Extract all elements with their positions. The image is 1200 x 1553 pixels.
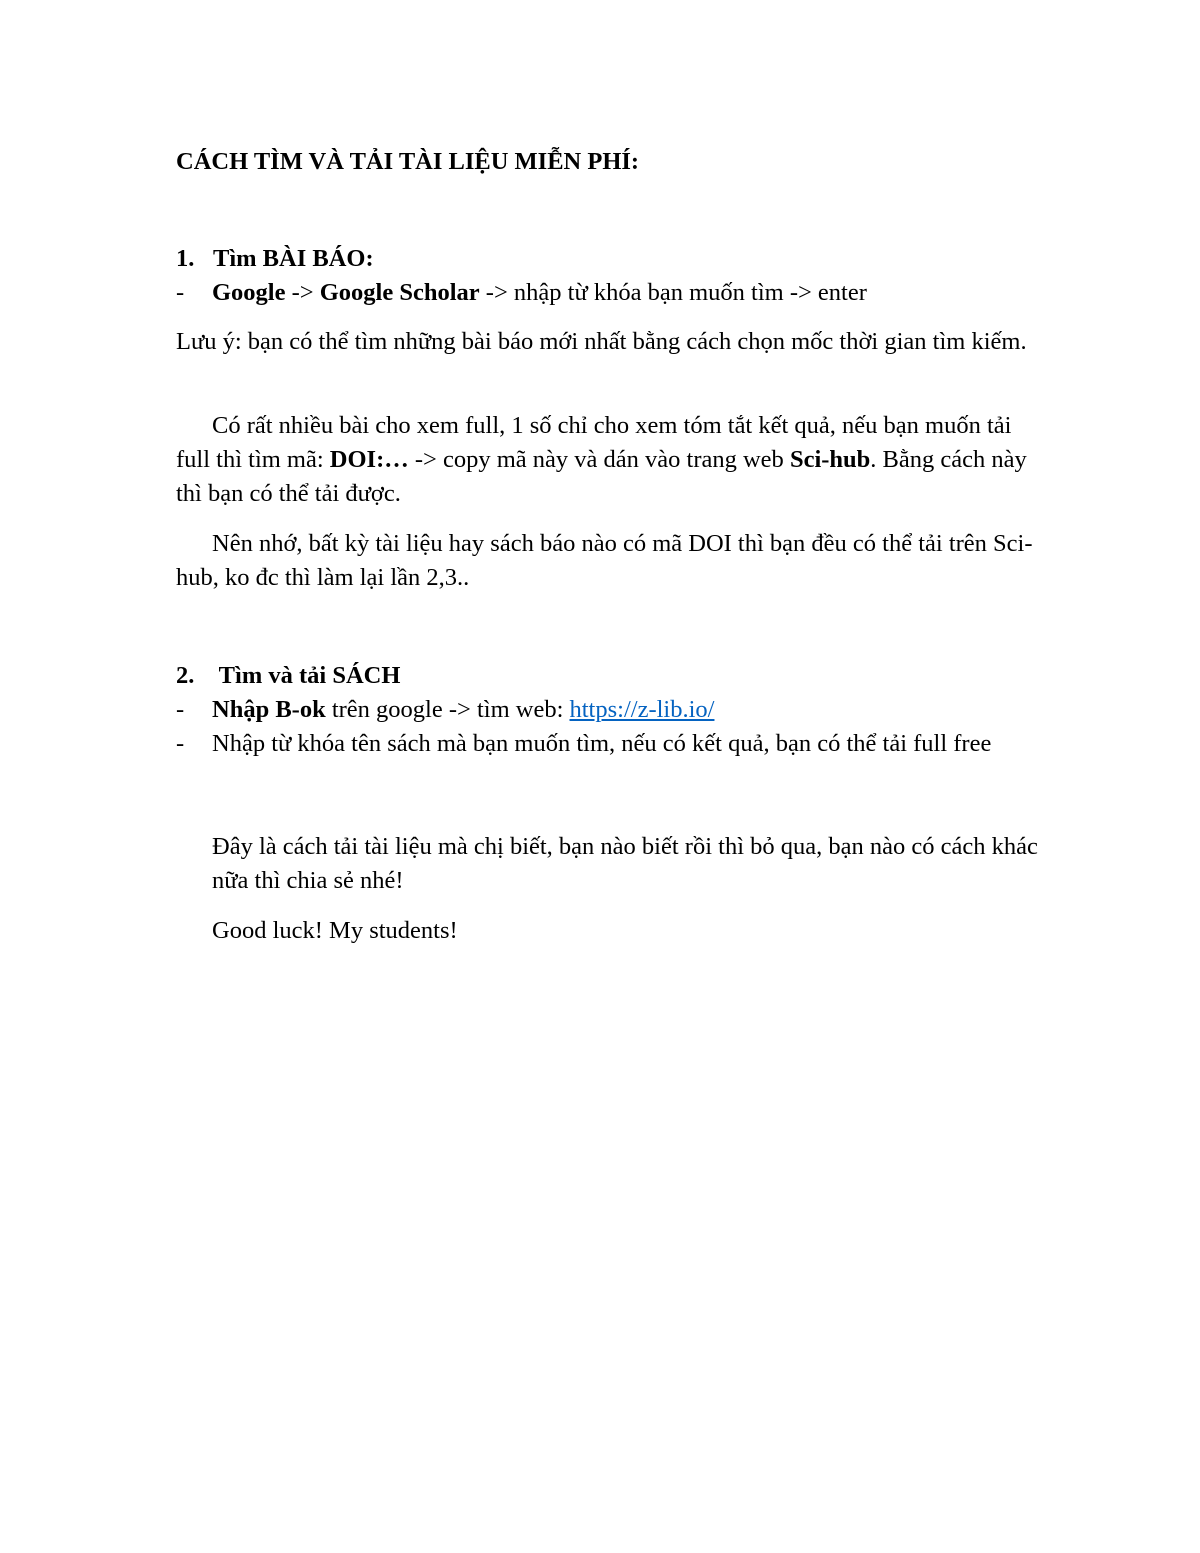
- google-scholar-label: Google Scholar: [319, 279, 480, 306]
- bullet-dash: -: [176, 730, 185, 757]
- bullet-rest-text: -> nhập từ khóa bạn muốn tìm -> enter: [479, 279, 867, 306]
- closing-paragraph: Đây là cách tải tài liệu mà chị biết, bạn nào biết rồi thì bỏ qua, bạn nào có cách khác nữa thì chia sẻ nhé!: [212, 833, 1038, 894]
- doi-paragraph-part1: Có rất nhiều bài cho xem full, 1 số chỉ cho xem tóm tắt kết quả, nếu bạn muốn tải full thì tìm mã:: [176, 412, 1012, 473]
- b-ok-label: Nhập B-ok: [212, 696, 326, 723]
- bullet-dash: -: [176, 696, 185, 723]
- bullet-text: [212, 693, 1046, 727]
- doi-paragraph-part3: . Bằng cách này thì bạn có thể tải được.: [176, 446, 1027, 507]
- document-title: CÁCH TÌM VÀ TẢI TÀI LIỆU MIỄN PHÍ:: [176, 148, 640, 175]
- good-luck-text: Good luck! My students!: [212, 917, 458, 944]
- bullet-2-text: Nhập từ khóa tên sách mà bạn muốn tìm, nếu có kết quả, bạn có thể tải full free: [212, 730, 992, 757]
- arrow-text: ->: [285, 279, 320, 306]
- z-lib-link[interactable]: https://z-lib.io/: [569, 696, 715, 723]
- section-2-number: 2.: [176, 662, 195, 689]
- section-1-heading: [176, 242, 374, 276]
- section-2-bullet-2: [176, 727, 1046, 761]
- reminder-paragraph: Nên nhớ, bất kỳ tài liệu hay sách báo nào có mã DOI thì bạn đều có thể tải trên Sci-hub, ko đc thì làm lại lần 2,3..: [176, 530, 1033, 591]
- google-label: Google: [212, 279, 286, 306]
- section-2-heading: [176, 659, 400, 693]
- doi-paragraph: [176, 409, 1036, 511]
- doi-label: DOI:…: [329, 446, 409, 473]
- doi-paragraph-part2: -> copy mã này và dán vào trang web: [408, 446, 790, 473]
- section-2-heading-text: Tìm và tải SÁCH: [213, 662, 401, 689]
- section-2-bullet-1: [176, 693, 1046, 727]
- scihub-label: Sci-hub: [789, 446, 871, 473]
- section-1-heading-text: Tìm BÀI BÁO:: [213, 245, 374, 272]
- section-1-number: 1.: [176, 245, 195, 272]
- bullet-1-text: trên google -> tìm web:: [325, 696, 570, 723]
- section-1-bullet: [176, 276, 1046, 310]
- bullet-text: [212, 276, 1046, 310]
- bullet-dash: -: [176, 279, 185, 306]
- note-paragraph: Lưu ý: bạn có thể tìm những bài báo mới nhất bằng cách chọn mốc thời gian tìm kiếm.: [176, 328, 1027, 355]
